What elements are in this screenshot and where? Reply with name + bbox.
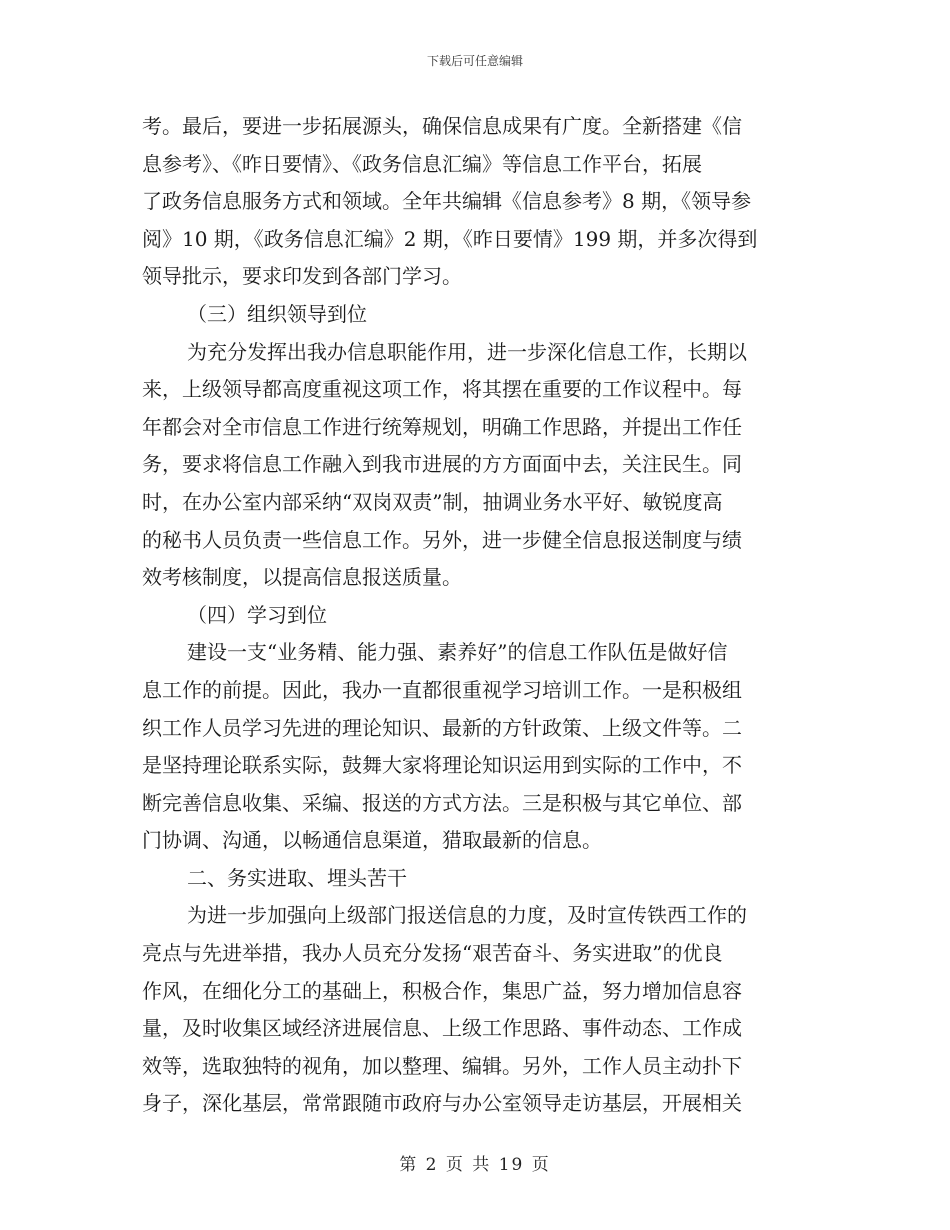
- text-line: 阅》10 期，《政务信息汇编》2 期，《昨日要情》199 期，并多次得到: [142, 226, 758, 251]
- page-header: 下载后可任意编辑: [426, 54, 523, 68]
- text-line: 建设一支“业务精、能力强、素养好”的信息工作队伍是做好信: [187, 640, 728, 665]
- document-body: [142, 108, 810, 1123]
- text-line: 考。最后，要进一步拓展源头，确保信息成果有广度。全新搭建《信: [142, 114, 742, 138]
- text-line: （四）学习到位: [187, 602, 327, 627]
- text-line: 为充分发挥出我办信息职能作用，进一步深化信息工作，长期以: [187, 339, 747, 364]
- text-line: 作风，在细化分工的基础上，积极合作，集思广益，努力增加信息容: [142, 978, 742, 1003]
- text-line: 为进一步加强向上级部门报送信息的力度，及时宣传铁西工作的: [187, 903, 747, 928]
- text-line: 身子，深化基层，常常跟随市政府与办公室领导走访基层，开展相关: [142, 1091, 742, 1116]
- text-line: 亮点与先进举措，我办人员充分发扬“艰苦奋斗、务实进取”的优良: [142, 941, 723, 966]
- text-line: 年都会对全市信息工作进行统筹规划，明确工作思路，并提出工作任: [142, 414, 742, 439]
- text-line: 量，及时收集区域经济进展信息、上级工作思路、事件动态、工作成: [142, 1016, 742, 1041]
- text-line: 时，在办公室内部采纳“双岗双责”制，抽调业务水平好、敏锐度高: [142, 489, 723, 514]
- text-line: 效考核制度，以提高信息报送质量。: [142, 565, 462, 590]
- text-line: 来，上级领导都高度重视这项工作，将其摆在重要的工作议程中。每: [142, 377, 742, 402]
- text-line: 门协调、沟通，以畅通信息渠道，猎取最新的信息。: [142, 828, 602, 853]
- text-line: 断完善信息收集、采编、报送的方式方法。三是积极与其它单位、部: [142, 790, 742, 815]
- text-line: 效等，选取独特的视角，加以整理、编辑。另外，工作人员主动扑下: [142, 1053, 742, 1078]
- text-line: 领导批示，要求印发到各部门学习。: [142, 264, 462, 289]
- text-line: 了政务信息服务方式和领域。全年共编辑《信息参考》8 期，《领导参: [142, 189, 752, 214]
- text-line: 二、务实进取、埋头苦干: [187, 865, 407, 890]
- page-footer: 第 2 页 共 19 页: [399, 1155, 551, 1175]
- text-line: 织工作人员学习先进的理论知识、最新的方针政策、上级文件等。二: [142, 715, 742, 740]
- text-line: 息参考》、《昨日要情》、《政务信息汇编》等信息工作平台，拓展: [142, 151, 702, 176]
- text-line: 息工作的前提。因此，我办一直都很重视学习培训工作。一是积极组: [142, 677, 742, 702]
- text-line: 是坚持理论联系实际，鼓舞大家将理论知识运用到实际的工作中，不: [142, 753, 742, 778]
- text-line: 务，要求将信息工作融入到我市进展的方方面面中去，关注民生。同: [142, 452, 742, 477]
- text-line: 的秘书人员负责一些信息工作。另外，进一步健全信息报送制度与绩: [142, 527, 742, 552]
- text-line: （三）组织领导到位: [187, 301, 367, 326]
